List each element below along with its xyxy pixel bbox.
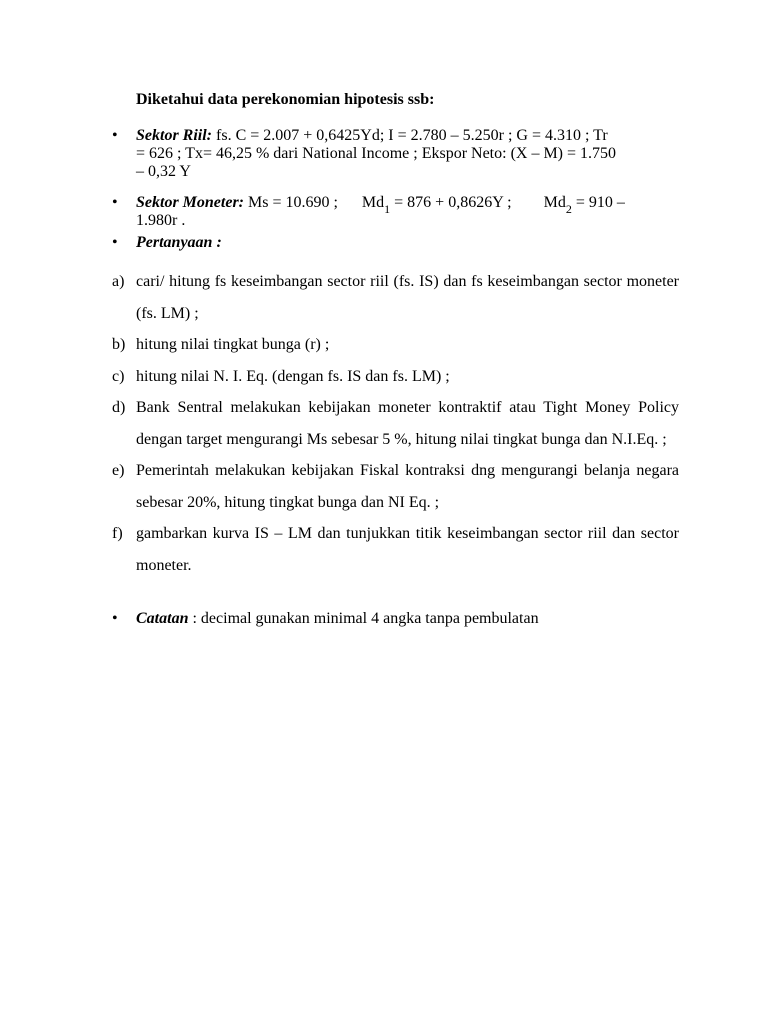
question-list [112, 266, 679, 581]
catatan-text: : decimal gunakan minimal 4 angka tanpa pembulatan [192, 610, 539, 627]
question-item [112, 392, 679, 455]
md1-base: Md [361, 194, 385, 211]
pertanyaan-heading [136, 234, 679, 252]
sektor-moneter-label: Sektor Moneter: [136, 194, 244, 211]
catatan-note [136, 610, 539, 628]
sektor-moneter-line-1 [136, 194, 679, 216]
question-marker: a) [112, 273, 125, 290]
question-text: gambarkan kurva IS – LM dan tunjukkan titik keseimbangan sector riil dan sector moneter. [136, 525, 679, 574]
sektor-riil-line-2: = 626 ; Tx= 46,25 % dari National Income ; Ekspor Neto: (X – M) = 1.750 [136, 145, 617, 162]
sektor-riil-block [136, 127, 679, 181]
question-marker: d) [112, 399, 126, 416]
pertanyaan-label: Pertanyaan : [136, 234, 222, 251]
md1-subscript: 1 [384, 202, 391, 216]
sektor-riil-line-1 [136, 127, 679, 145]
md2-subscript: 2 [565, 202, 572, 216]
question-marker: f) [112, 525, 123, 542]
question-text: cari/ hitung fs keseimbangan sector riil (fs. IS) dan fs keseimbangan sector moneter (fs. LM) ; [136, 273, 679, 322]
sektor-moneter-block [136, 194, 679, 230]
bullet-marker: • [112, 234, 118, 251]
question-item [112, 329, 679, 361]
question-text: Bank Sentral melakukan kebijakan moneter kontraktif atau Tight Money Policy dengan target mengurangi Ms sebesar 5 %, hitung nilai tingkat bunga dan N.I.Eq. ; [136, 399, 679, 448]
md1-equation: = 876 + 0,8626Y ; [394, 194, 512, 211]
page-title: Diketahui data perekonomian hipotesis ssb: [136, 91, 435, 108]
bullet-marker: • [112, 610, 118, 627]
sektor-riil-text-1: fs. C = 2.007 + 0,6425Yd; I = 2.780 – 5.250r ; G = 4.310 ; Tr [216, 127, 608, 144]
question-item [112, 455, 679, 518]
question-marker: c) [112, 367, 125, 385]
question-marker: e) [112, 462, 125, 479]
sektor-riil-label: Sektor Riil: [136, 127, 213, 144]
bullet-marker: • [112, 127, 118, 144]
sektor-moneter-line-2: 1.980r . [136, 212, 186, 229]
question-text: Pemerintah melakukan kebijakan Fiskal kontraksi dng mengurangi belanja negara sebesar 20%, hitung tingkat bunga dan NI Eq. ; [136, 462, 679, 511]
md2-base: Md [543, 194, 566, 211]
question-text: hitung nilai tingkat bunga (r) ; [136, 336, 330, 353]
ms-value: Ms = 10.690 ; [248, 194, 338, 211]
bullet-marker: • [112, 194, 118, 211]
question-marker: b) [112, 336, 126, 353]
question-item [112, 266, 679, 329]
question-text: hitung nilai N. I. Eq. (dengan fs. IS dan fs. LM) ; [136, 367, 450, 385]
sektor-riil-line-3: – 0,32 Y [136, 163, 191, 180]
question-item [112, 518, 679, 581]
md2-equation: = 910 – [575, 194, 625, 211]
catatan-label: Catatan [136, 610, 189, 627]
question-item [112, 361, 679, 393]
